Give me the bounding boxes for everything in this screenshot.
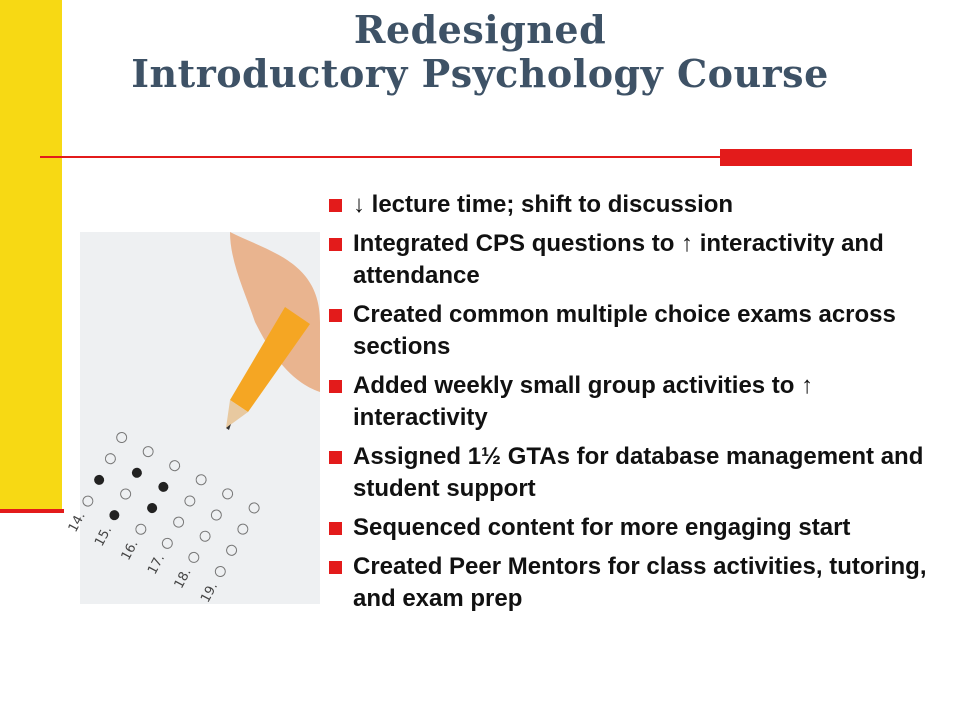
bullet-item: [328, 512, 950, 544]
bullet-square-icon: [329, 199, 342, 212]
bullet-square-icon: [329, 309, 342, 322]
slide-title-line-2: Introductory Psychology Course: [131, 51, 829, 96]
bullet-item: [328, 299, 950, 363]
bullet-square-icon: [329, 238, 342, 251]
answer-sheet-photo: [65, 232, 320, 606]
bullet-item: [328, 551, 950, 615]
bullet-item: [328, 189, 950, 221]
answer-sheet-image: [65, 232, 320, 606]
answer-row-number: 14.: [65, 509, 89, 535]
answer-row-number: 19.: [198, 579, 222, 606]
bullet-text: Added weekly small group activities to ↑ interactivity: [353, 372, 814, 431]
bullet-text: ↓ lecture time; shift to discussion: [353, 191, 734, 218]
bullet-text: Sequenced content for more engaging start: [353, 514, 851, 541]
bullet-text: Assigned 1½ GTAs for database management and student support: [353, 443, 924, 502]
bullet-text: Created Peer Mentors for class activities, tutoring, and exam prep: [353, 553, 927, 612]
bullet-square-icon: [329, 561, 342, 574]
answer-row-number: 16.: [118, 537, 142, 564]
bullet-list: [328, 189, 950, 622]
bullet-square-icon: [329, 380, 342, 393]
bullet-text: Created common multiple choice exams across sections: [353, 301, 896, 360]
title-divider-line: [40, 156, 730, 158]
answer-row-number: 17.: [145, 551, 169, 578]
answer-row-number: 18.: [171, 565, 195, 592]
slide-title: [100, 8, 860, 96]
bullet-item: [328, 228, 950, 292]
bullet-square-icon: [329, 522, 342, 535]
answer-row-number: 15.: [92, 523, 116, 549]
side-accent-bar: [0, 0, 62, 512]
bullet-text: Integrated CPS questions to ↑ interactivity and attendance: [353, 230, 884, 289]
bullet-square-icon: [329, 451, 342, 464]
bullet-item: [328, 370, 950, 434]
title-divider-accent: [720, 149, 912, 166]
bullet-item: [328, 441, 950, 505]
side-accent-bar-edge: [0, 509, 64, 513]
slide-title-line-1: Redesigned: [353, 7, 607, 52]
